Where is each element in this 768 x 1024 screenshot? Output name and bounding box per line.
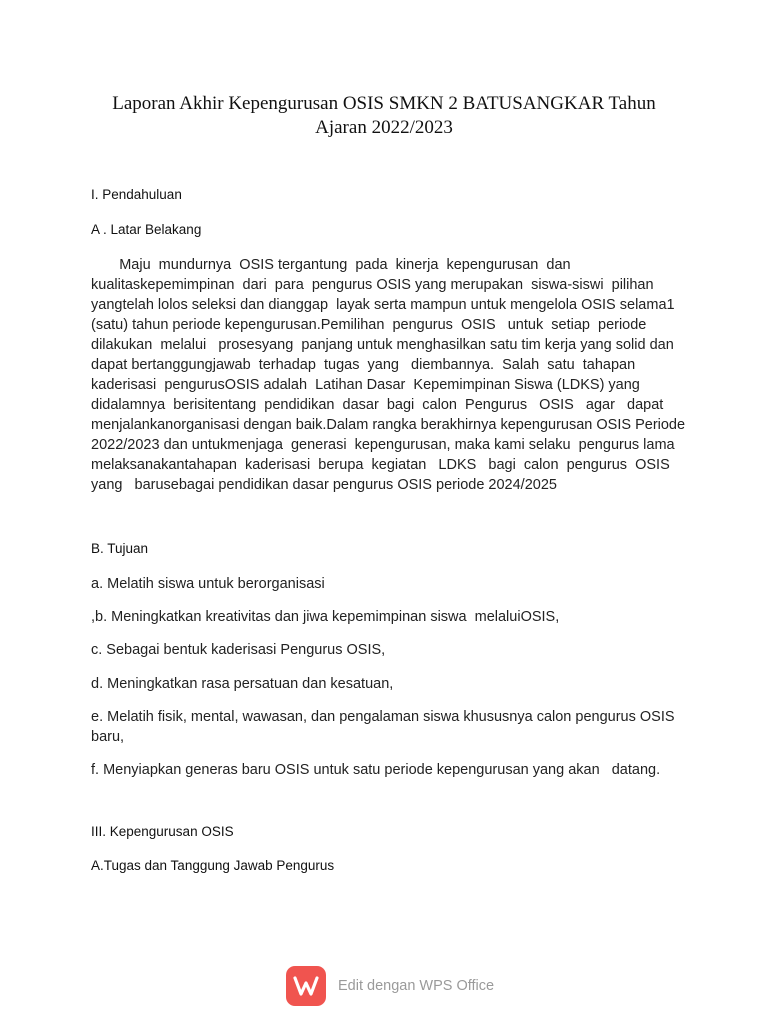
tujuan-item-line: d. Meningkatkan rasa persatuan dan kesatuan, — [91, 676, 394, 692]
tujuan-list-item — [91, 640, 683, 660]
tujuan-item-line: ,b. Meningkatkan kreativitas dan jiwa kepemimpinan siswa melaluiOSIS, — [91, 609, 560, 625]
document-title — [80, 92, 688, 140]
tujuan-list-item — [91, 674, 683, 694]
title-line-1: Laporan Akhir Kepengurusan OSIS SMKN 2 BATUSANGKAR Tahun — [112, 93, 656, 114]
tujuan-item-line: c. Sebagai bentuk kaderisasi Pengurus OSIS, — [91, 642, 386, 658]
subsection-heading-tujuan: B. Tujuan — [91, 541, 149, 556]
paragraph-line: melaksanakantahapan kaderisasi berupa kegiatan LDKS bagi calon pengurus OSIS — [91, 457, 670, 473]
paragraph-line: dapat bertanggungjawab terhadap tugas yang diembannya. Salah satu tahapan — [91, 357, 636, 373]
tujuan-list-item — [91, 607, 683, 627]
section-heading-kepengurusan: III. Kepengurusan OSIS — [91, 824, 234, 839]
paragraph-line: Maju mundurnya OSIS tergantung pada kinerja kepengurusan dan — [91, 257, 571, 273]
paragraph-line: menjalankanorganisasi dengan baik.Dalam rangka berakhirnya kepengurusan OSIS Periode — [91, 417, 686, 433]
paragraph-line: yangtelah lolos seleksi dan dianggap layak serta mampun untuk mengelola OSIS selama1 — [91, 297, 675, 313]
paragraph-line: kaderisasi pengurusOSIS adalah Latihan Dasar Kepemimpinan Siswa (LDKS) yang — [91, 377, 640, 393]
paragraph-line: (satu) tahun periode kepengurusan.Pemilihan pengurus OSIS untuk setiap periode — [91, 317, 647, 333]
tujuan-item-line: baru, — [91, 729, 125, 745]
tujuan-list-item — [91, 760, 683, 780]
latar-belakang-paragraph — [91, 255, 686, 495]
paragraph-line: kualitaskepemimpinan dari para pengurus OSIS yang merupakan siswa-siswi pilihan — [91, 277, 654, 293]
title-line-2: Ajaran 2022/2023 — [315, 117, 453, 138]
paragraph-line: 2022/2023 dan untukmenjaga generasi kepengurusan, maka kami selaku pengurus lama — [91, 437, 675, 453]
subsection-heading-latar-belakang: A . Latar Belakang — [91, 222, 202, 237]
subsection-heading-tugas: A.Tugas dan Tanggung Jawab Pengurus — [91, 858, 335, 873]
tujuan-item-line: f. Menyiapkan generas baru OSIS untuk satu periode kepengurusan yang akan datang. — [91, 762, 661, 778]
tujuan-list-item — [91, 707, 683, 747]
paragraph-line: didalamnya berisitentang pendidikan dasar bagi calon Pengurus OSIS agar dapat — [91, 397, 664, 413]
tujuan-item-line: a. Melatih siswa untuk berorganisasi — [91, 576, 325, 592]
paragraph-line: dilakukan melalui prosesyang panjang untuk menghasilkan satu tim kerja yang solid dan — [91, 337, 674, 353]
wps-edit-banner[interactable] — [286, 964, 494, 1008]
paragraph-line: yang barusebagai pendidikan dasar pengurus OSIS periode 2024/2025 — [91, 477, 557, 493]
wps-edit-label[interactable]: Edit dengan WPS Office — [338, 978, 495, 994]
wps-office-logo-icon[interactable] — [286, 966, 326, 1006]
tujuan-item-line: e. Melatih fisik, mental, wawasan, dan pengalaman siswa khususnya calon pengurus OSIS — [91, 709, 675, 725]
tujuan-list-item — [91, 574, 683, 594]
section-heading-pendahuluan: I. Pendahuluan — [91, 187, 182, 202]
wps-w-glyph-icon — [293, 975, 319, 997]
